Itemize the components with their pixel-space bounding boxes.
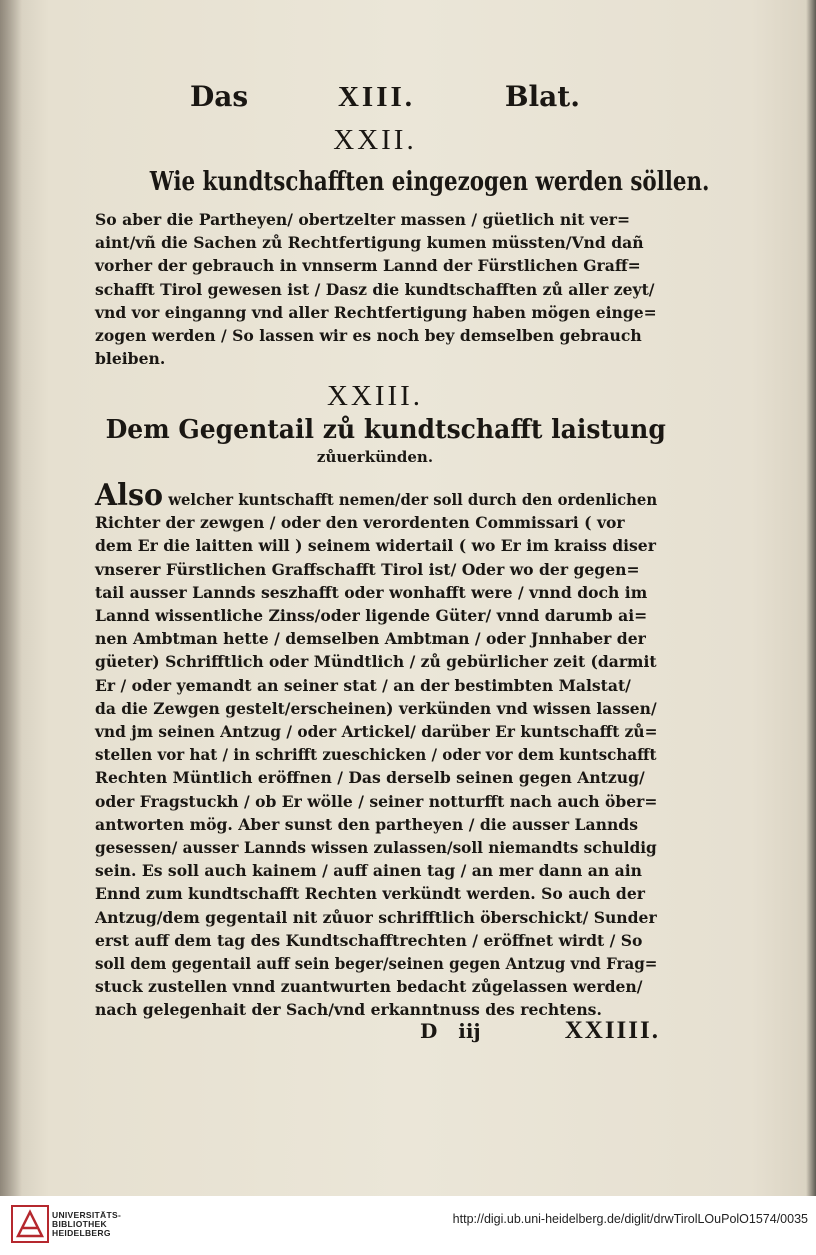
body-line: vnd vor einganng vnd aller Rechtfertigung haben mögen einge= <box>95 302 657 322</box>
header-folio: XIII. <box>337 81 416 113</box>
library-name <box>52 1211 121 1238</box>
body-line: vnserer Fürstlichen Graffschafft Tirol ist/ Oder wo der gegen= <box>95 559 640 579</box>
body-line: Ennd zum kundtschafft Rechten verkündt werden. So auch der <box>95 884 645 904</box>
body-line: zogen werden / So lassen wir es noch bey demselben gebrauch <box>95 326 642 346</box>
section-number-23: XXIII. <box>326 380 424 412</box>
body-line: dem Er die laitten will ) seinem widertail ( wo Er im kraiss diser <box>95 536 656 556</box>
section-title-23: Dem Gegentail zů kundtschafft laistung <box>105 415 666 445</box>
body-line: stellen vor hat / in schrifft zueschicken / oder vor dem kuntschafft <box>95 745 657 765</box>
body-line: bleiben. <box>95 349 166 369</box>
body-line: soll dem gegentail auff sein beger/seinen gegen Antzug vnd Frag= <box>95 954 658 974</box>
running-header <box>190 80 580 114</box>
body-line: nen Ambtman hette / demselben Ambtman / oder Jnnhaber der <box>95 629 646 649</box>
header-left: Das <box>190 80 249 113</box>
body-line: So aber die Partheyen/ obertzelter massen / güetlich nit ver= <box>95 210 631 229</box>
body-line-text: welcher kuntschafft nemen/der soll durch den ordenlichen <box>168 490 658 509</box>
signature-number: iij <box>458 1019 481 1043</box>
library-line-1: UNIVERSITÄTS- <box>52 1210 122 1220</box>
initial-word: Also <box>95 478 164 513</box>
body-line: aint/vñ die Sachen zů Rechtfertigung kumen müssten/Vnd dañ <box>95 233 644 253</box>
body-line: gesessen/ ausser Lannds wissen zulassen/soll niemandts schuldig <box>95 838 657 858</box>
section-number-22: XXII. <box>333 124 417 156</box>
body-line: tail ausser Lannds seszhafft oder wonhafft were / vnnd doch im <box>95 582 648 602</box>
university-library-logo-icon <box>10 1204 50 1244</box>
viewer-footer-bar <box>0 1196 816 1255</box>
section-subtitle-23: zůuerkünden. <box>316 448 434 466</box>
section-body-23 <box>95 478 658 1022</box>
body-line: stuck zustellen vnnd zuantwurten bedacht zůgelassen werden/ <box>95 977 643 997</box>
library-line-3: HEIDELBERG <box>52 1228 111 1238</box>
source-url-link[interactable]: http://digi.ub.uni-heidelberg.de/diglit/drwTirolLOuPolO1574/0035 <box>452 1212 808 1226</box>
signature-letter: D <box>420 1019 438 1043</box>
catchword: XXIIII. <box>564 1017 660 1044</box>
body-line: antworten mög. Aber sunst den partheyen / die ausser Lannds <box>95 814 638 834</box>
body-line: Lannd wissentliche Zinss/oder ligende Güter/ vnnd darumb ai= <box>95 606 648 626</box>
body-line: vorher der gebrauch in vnnserm Lannd der Fürstlichen Graff= <box>95 256 641 276</box>
library-line-2: BIBLIOTHEK <box>52 1219 107 1229</box>
body-line: güeter) Schrifftlich oder Mündtlich / zů gebürlicher zeit (darmit <box>95 652 657 672</box>
body-line: Rechten Müntlich eröffnen / Das derselb seinen gegen Antzug/ <box>95 768 645 788</box>
body-line: schafft Tirol gewesen ist / Dasz die kundtschafften zů aller zeyt/ <box>95 279 655 299</box>
body-line: oder Fragstuckh / ob Er wölle / seiner notturfft nach auch öber= <box>95 791 658 811</box>
gutter-shadow <box>0 0 22 1196</box>
signature-mark <box>420 1019 481 1043</box>
body-line: da die Zewgen gestelt/erscheinen) verkünden vnd wissen lassen/ <box>95 698 657 718</box>
body-line: Er / oder yemandt an seiner stat / an der bestimbten Malstat/ <box>95 675 631 695</box>
page-edge <box>806 0 816 1196</box>
body-line-first <box>95 478 658 513</box>
body-line: nach gelegenhait der Sach/vnd erkanntnuss des rechtens. <box>95 1000 602 1020</box>
body-line: Antzug/dem gegentail nit zůuor schrifftlich öberschickt/ Sunder <box>95 907 657 927</box>
header-right: Blat. <box>504 80 580 113</box>
section-body-22 <box>95 208 657 370</box>
page-footer <box>420 1017 660 1045</box>
body-line: sein. Es soll auch kainem / auff ainen tag / an mer dann an ain <box>95 861 642 881</box>
body-line: Richter der zewgen / oder den verordenten Commissari ( vor <box>95 513 625 533</box>
section-title-22: Wie kundtschafften eingezogen werden söllen. <box>149 167 710 197</box>
body-line: vnd jm seinen Antzug / oder Artickel/ darüber Er kuntschafft zů= <box>95 722 658 742</box>
body-line: erst auff dem tag des Kundtschafftrechten / eröffnet wirdt / So <box>95 930 643 950</box>
